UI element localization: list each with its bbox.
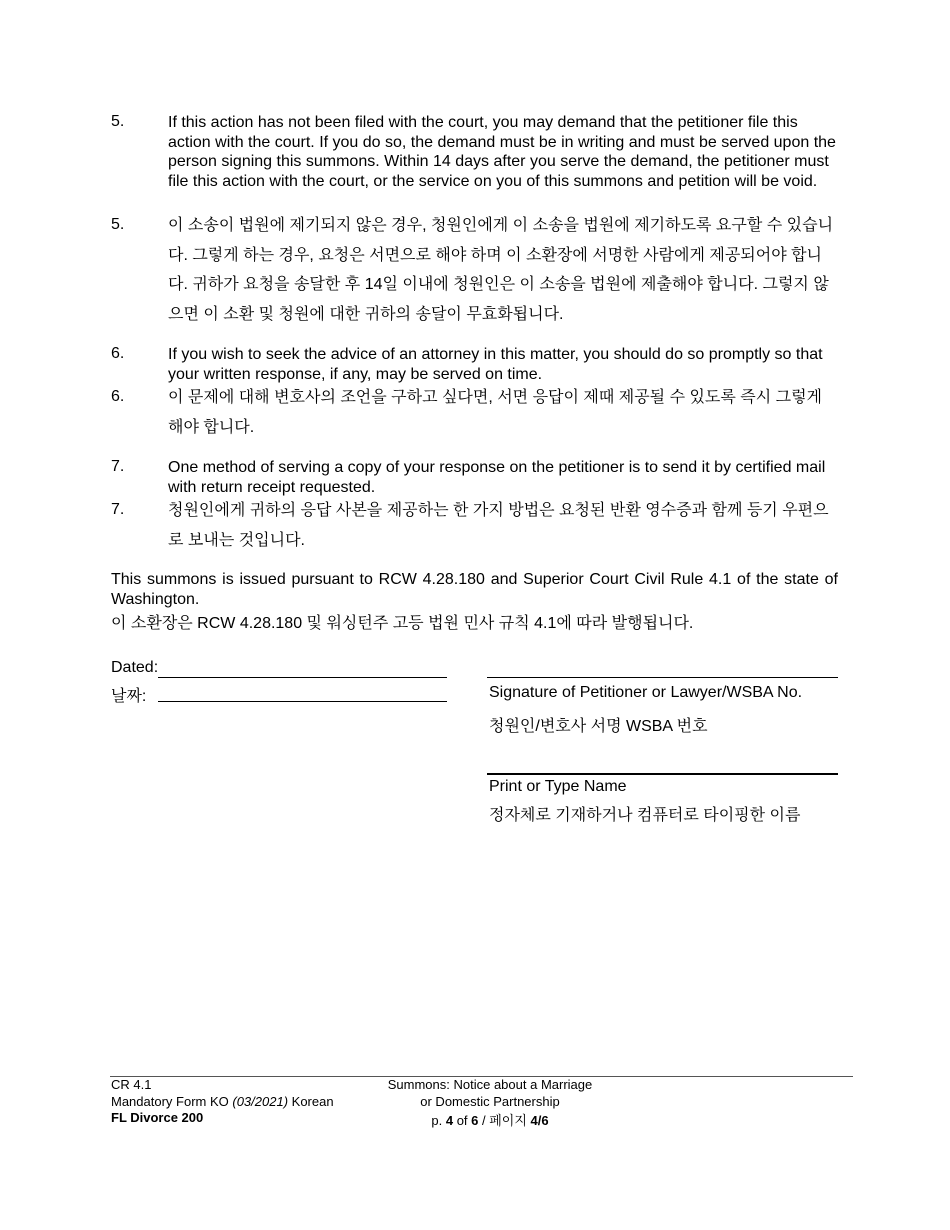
- footer-form: [111, 1094, 334, 1111]
- footer-title-1: Summons: Notice about a Marriage: [387, 1077, 593, 1092]
- item-text: If you wish to seek the advice of an attorney in this matter, you should do so promptly so that your written response, if any, may be served on time.: [168, 346, 823, 383]
- signature-field[interactable]: [487, 677, 838, 678]
- page-ko-number: 4: [530, 1113, 538, 1128]
- name-field[interactable]: [487, 773, 838, 775]
- dated-field[interactable]: [158, 677, 447, 678]
- name-label: Print or Type Name: [489, 778, 627, 795]
- item-number: 5.: [111, 216, 125, 233]
- page-of: of: [453, 1113, 472, 1128]
- item-text: 이 소송이 법원에 제기되지 않은 경우, 청원인에게 이 소송을 법원에 제기하도록 요구할 수 있습니다. 그렇게 하는 경우, 요청은 서면으로 해야 하며 이 소환장에 서명한 사람에게 제공되어야 합니다. 귀하가 요청을 송달한 후 14일 이내에 청원인은 이 소송을 법원에 제출해야 합니다. 그렇지 않으면 이 소환 및 청원에 대한 귀하의 송달이 무효화됩니다.: [168, 217, 834, 323]
- footer-title-2: or Domestic Partnership: [420, 1093, 560, 1109]
- signature-label-ko: 청원인/변호사 서명 WSBA 번호: [489, 718, 708, 735]
- item-number: 6.: [111, 345, 125, 362]
- page-prefix: p.: [431, 1113, 446, 1128]
- form-language: Korean: [288, 1093, 334, 1109]
- name-label-ko: 정자체로 기재하거나 컴퓨터로 타이핑한 이름: [489, 807, 801, 824]
- page-number: 4: [445, 1113, 454, 1128]
- item-7-ko: [111, 496, 839, 555]
- form-date: (03/2021): [232, 1093, 289, 1109]
- item-6-en: [111, 345, 839, 384]
- dated-label-ko: 날짜:: [111, 688, 147, 705]
- item-number: 5.: [111, 113, 125, 130]
- item-text: 청원인에게 귀하의 응답 사본을 제공하는 한 가지 방법은 요청된 반환 영수증과 함께 등기 우편으로 보내는 것입니다.: [168, 502, 829, 549]
- footer-rule-ref: CR 4.1: [111, 1077, 152, 1092]
- dated-field-ko[interactable]: [158, 701, 447, 702]
- footer-center: [355, 1077, 625, 1130]
- page-ko-label: / 페이지: [478, 1113, 531, 1128]
- page-total: 6: [471, 1113, 479, 1128]
- item-5-en: [111, 113, 839, 191]
- statement-en: This summons is issued pursuant to RCW 4.28.180 and Superior Court Civil Rule 4.1 of the state of Washington.: [111, 571, 838, 608]
- footer-form-id: FL Divorce 200: [111, 1110, 204, 1125]
- page-slash: /: [537, 1113, 542, 1128]
- footer-left: [111, 1077, 334, 1127]
- dated-label: Dated:: [111, 659, 159, 676]
- item-6-ko: [111, 383, 839, 442]
- footer-page: [355, 1113, 625, 1130]
- item-number: 7.: [111, 501, 125, 518]
- form-prefix: Mandatory Form KO: [111, 1093, 233, 1109]
- item-text: One method of serving a copy of your response on the petitioner is to send it by certified mail with return receipt requested.: [168, 459, 826, 496]
- signature-label: Signature of Petitioner or Lawyer/WSBA No.: [489, 684, 803, 701]
- statement-ko: 이 소환장은 RCW 4.28.180 및 워싱턴주 고등 법원 민사 규칙 4.1에 따라 발행됩니다.: [111, 615, 694, 632]
- item-5-ko: [111, 211, 839, 329]
- item-text: 이 문제에 대해 변호사의 조언을 구하고 싶다면, 서면 응답이 제때 제공될 수 있도록 즉시 그렇게 해야 합니다.: [168, 389, 823, 436]
- page-ko-total: 6: [541, 1113, 549, 1128]
- item-number: 7.: [111, 458, 125, 475]
- item-text: If this action has not been filed with the court, you may demand that the petitioner file this action with the court. If you do so, the demand must be in writing and must be served upon the person signing this summons. Within 14 days after you serve the demand, the petitioner must file this action with the court, or the service on you of this summons and petition will be void.: [168, 114, 836, 190]
- item-number: 6.: [111, 388, 125, 405]
- item-7-en: [111, 458, 839, 497]
